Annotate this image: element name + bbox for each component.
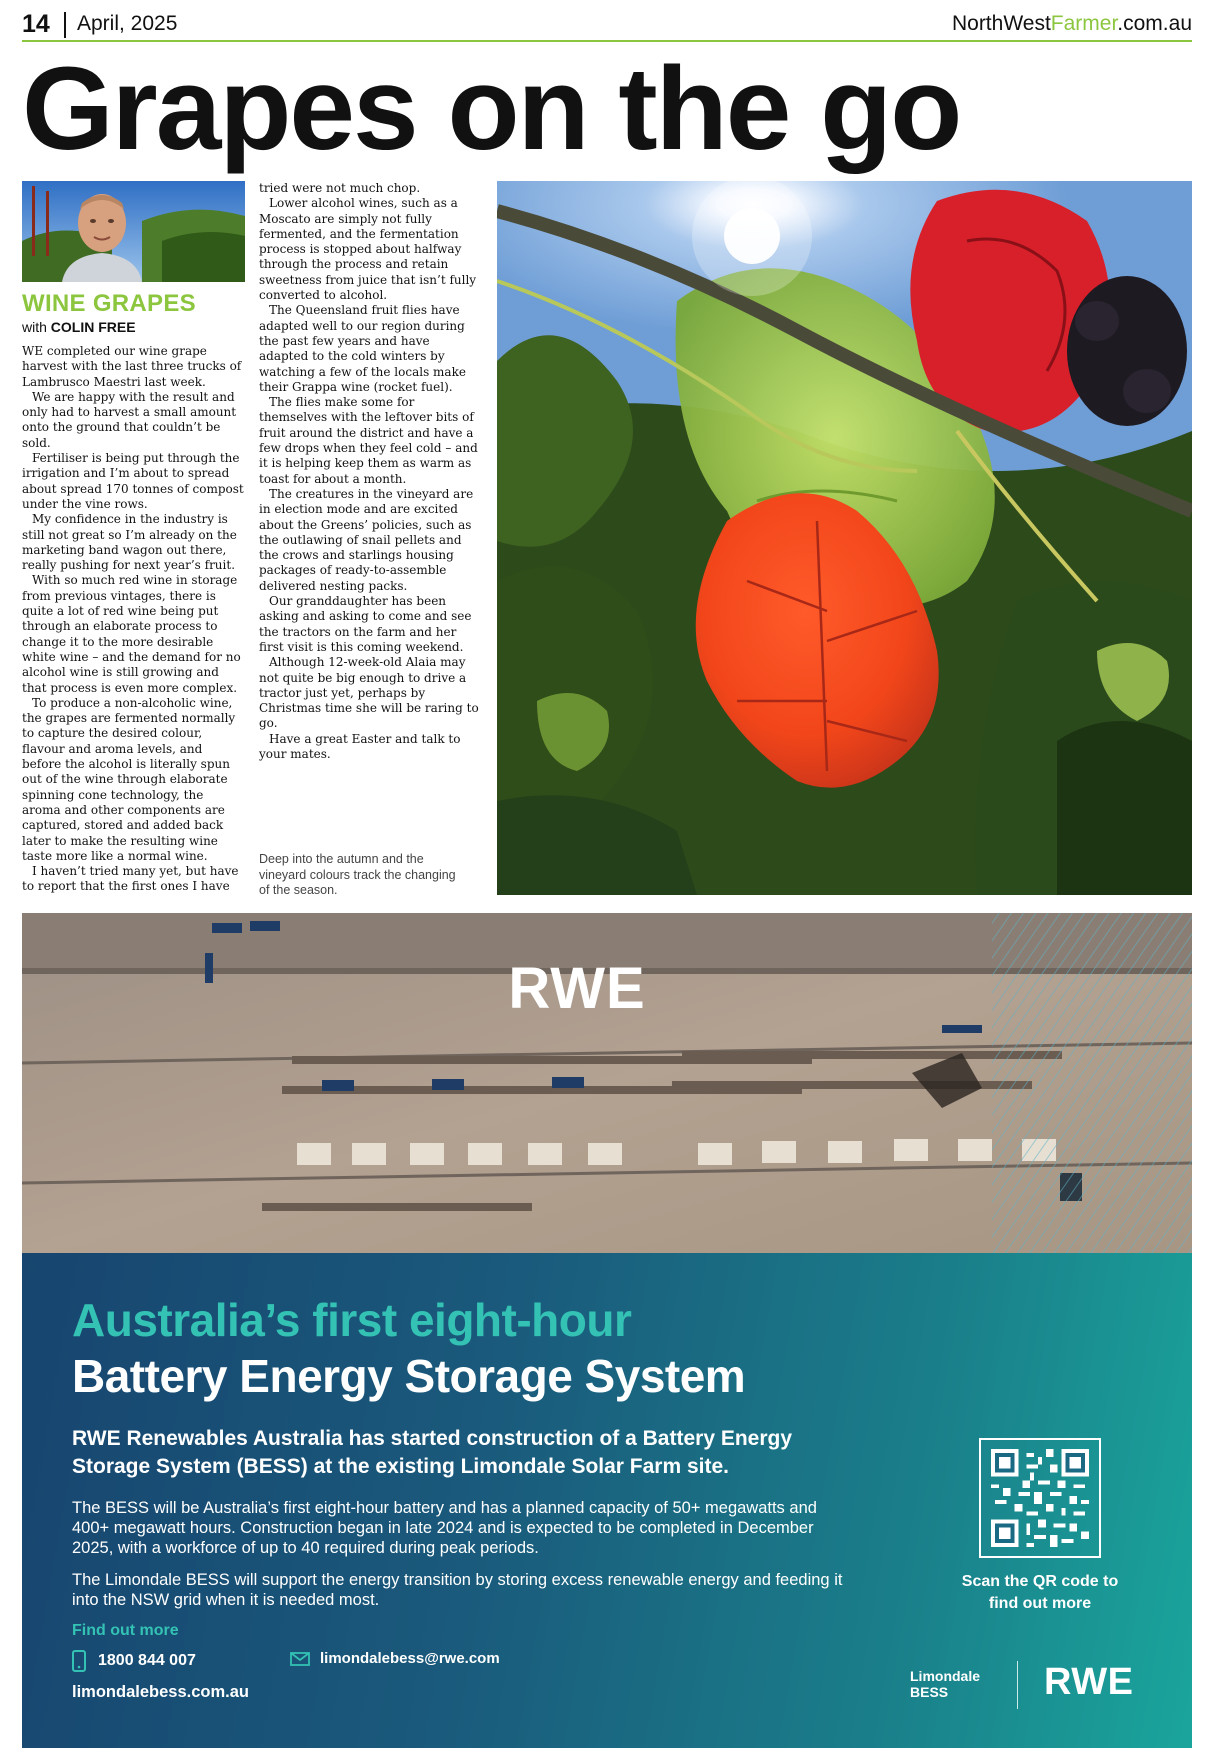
ad-headline-1: Australia’s first eight-hour bbox=[72, 1294, 632, 1346]
author-photo bbox=[22, 181, 245, 282]
paragraph: Fertiliser is being put through the irrigation and I’m about to spread about spread 170 tonnes of compost under the vine rows. bbox=[22, 451, 244, 511]
ad-body-2: The Limondale BESS will support the energy transition by storing excess renewable energy and feeding it into the NSW grid when it is needed most. bbox=[72, 1571, 843, 1609]
byline-prefix: with bbox=[22, 319, 47, 335]
paragraph: I haven’t tried many yet, but have to report that the first ones I have bbox=[22, 864, 239, 894]
page-header bbox=[22, 8, 1192, 44]
rwe-logo-top: RWE bbox=[508, 956, 646, 1021]
paragraph: With so much red wine in storage from previous vintages, there is quite a lot of red wine being put through an elaborate process to change it to the more desirable white wine – and the demand for no alcohol wine is still growing and that process is even more complex. bbox=[22, 573, 241, 695]
vineyard-photo bbox=[497, 181, 1192, 895]
article-column-2 bbox=[259, 181, 480, 762]
paragraph: The creatures in the vineyard are in election mode and are excited about the Greens’ policies, such as the outlawing of snail pellets and the crows and starlings housing packages of ready-to-assemble delivered nesting packs. bbox=[259, 486, 474, 593]
qr-code[interactable] bbox=[979, 1438, 1101, 1558]
header-rule bbox=[22, 40, 1192, 42]
logo-line-1: Limondale bbox=[910, 1668, 981, 1684]
find-out-more-label: Find out more bbox=[72, 1622, 179, 1639]
paragraph: The Queensland fruit flies have adapted well to our region during the past few years and have adapted to the cold winters by watching a few of the locals make their Grappa wine (rocket fuel). bbox=[259, 303, 466, 394]
paragraph: Lower alcohol wines, such as a Moscato are simply not fully fermented, and the fermentation process is stopped about halfway through the process and retain sweetness from juice that isn’t fully converted to alcohol. bbox=[259, 196, 477, 303]
logo-line-2: BESS bbox=[910, 1684, 949, 1700]
qr-code-graphic bbox=[990, 1449, 1090, 1547]
paragraph: Our granddaughter has been asking and asking to come and see the tractors on the farm and her first visit is this coming weekend. bbox=[259, 594, 472, 654]
author-photo-illustration bbox=[22, 181, 245, 282]
site-name[interactable] bbox=[952, 12, 1192, 36]
ad-phone[interactable] bbox=[72, 1650, 196, 1672]
rwe-logo-bottom: RWE bbox=[1044, 1661, 1134, 1703]
site-name-part2: Farmer bbox=[1050, 12, 1118, 35]
paragraph: Although 12-week-old Alaia may not quite be big enough to drive a tractor just yet, perhaps by Christmas time she will be raring to go. bbox=[259, 655, 479, 731]
email-icon bbox=[290, 1652, 310, 1666]
ad-body-1: The BESS will be Australia’s first eight-hour battery and has a planned capacity of 50+ megawatts and 400+ megawatt hours. Construction began in late 2024 and is expected to be completed in December 2025, with a workforce of up to 40 required during peak periods. bbox=[72, 1499, 817, 1557]
ad-lead-text: RWE Renewables Australia has started construction of a Battery Energy Storage System (BESS) at the existing Limondale Solar Farm site. bbox=[72, 1427, 793, 1478]
phone-icon bbox=[72, 1650, 86, 1672]
header-divider bbox=[64, 12, 66, 38]
site-name-part3: .com.au bbox=[1117, 12, 1192, 35]
paragraph: tried were not much chop. bbox=[259, 181, 421, 195]
issue-date: April, 2025 bbox=[77, 12, 178, 35]
column-kicker: WINE GRAPES bbox=[22, 290, 196, 317]
limondale-bess-logo bbox=[910, 1668, 980, 1700]
byline bbox=[22, 319, 136, 335]
rwe-advertisement bbox=[22, 913, 1192, 1748]
paragraph: To produce a non-alcoholic wine, the grapes are fermented normally to capture the desired colour, flavour and aroma levels, and before the alcohol is literally spun out of the wine through elaborate spinning cone technology, the aroma and other components are captured, stored and added back later to make the resulting wine taste more like a normal wine. bbox=[22, 695, 236, 863]
paragraph: My confidence in the industry is still not great so I’m already on the marketing band wagon out there, really pushing for next year’s fruit. bbox=[22, 512, 237, 573]
headline: Grapes on the go bbox=[22, 43, 961, 175]
phone-number: 1800 844 007 bbox=[98, 1652, 196, 1669]
ad-email[interactable] bbox=[290, 1650, 500, 1667]
article-column-1 bbox=[22, 344, 245, 895]
paragraph: We are happy with the result and only had to harvest a small amount onto the ground that couldn’t be sold. bbox=[22, 389, 237, 450]
ad-info-panel bbox=[22, 1253, 1192, 1748]
ad-headline-2: Battery Energy Storage System bbox=[72, 1350, 746, 1402]
page-number: 14 bbox=[22, 10, 50, 38]
ad-website-link[interactable]: limondalebess.com.au bbox=[72, 1683, 249, 1701]
paragraph: WE completed our wine grape harvest with the last three trucks of Lambrusco Maestri last week. bbox=[22, 344, 242, 389]
site-name-part1: NorthWest bbox=[951, 12, 1051, 35]
photo-caption: Deep into the autumn and the vineyard colours track the changing of the season. bbox=[259, 852, 456, 897]
paragraph: Have a great Easter and talk to your mates. bbox=[259, 731, 461, 761]
qr-caption: Scan the QR code to find out more bbox=[961, 1573, 1119, 1612]
paragraph: The flies make some for themselves with the leftover bits of fruit around the district and have a few drops when they feel cold – and it is helping keep them as warm as toast for about a month. bbox=[259, 395, 478, 486]
byline-author: COLIN FREE bbox=[50, 319, 136, 335]
logo-divider bbox=[1017, 1661, 1018, 1709]
email-address: limondalebess@rwe.com bbox=[320, 1650, 500, 1667]
vineyard-photo-illustration bbox=[497, 181, 1192, 895]
